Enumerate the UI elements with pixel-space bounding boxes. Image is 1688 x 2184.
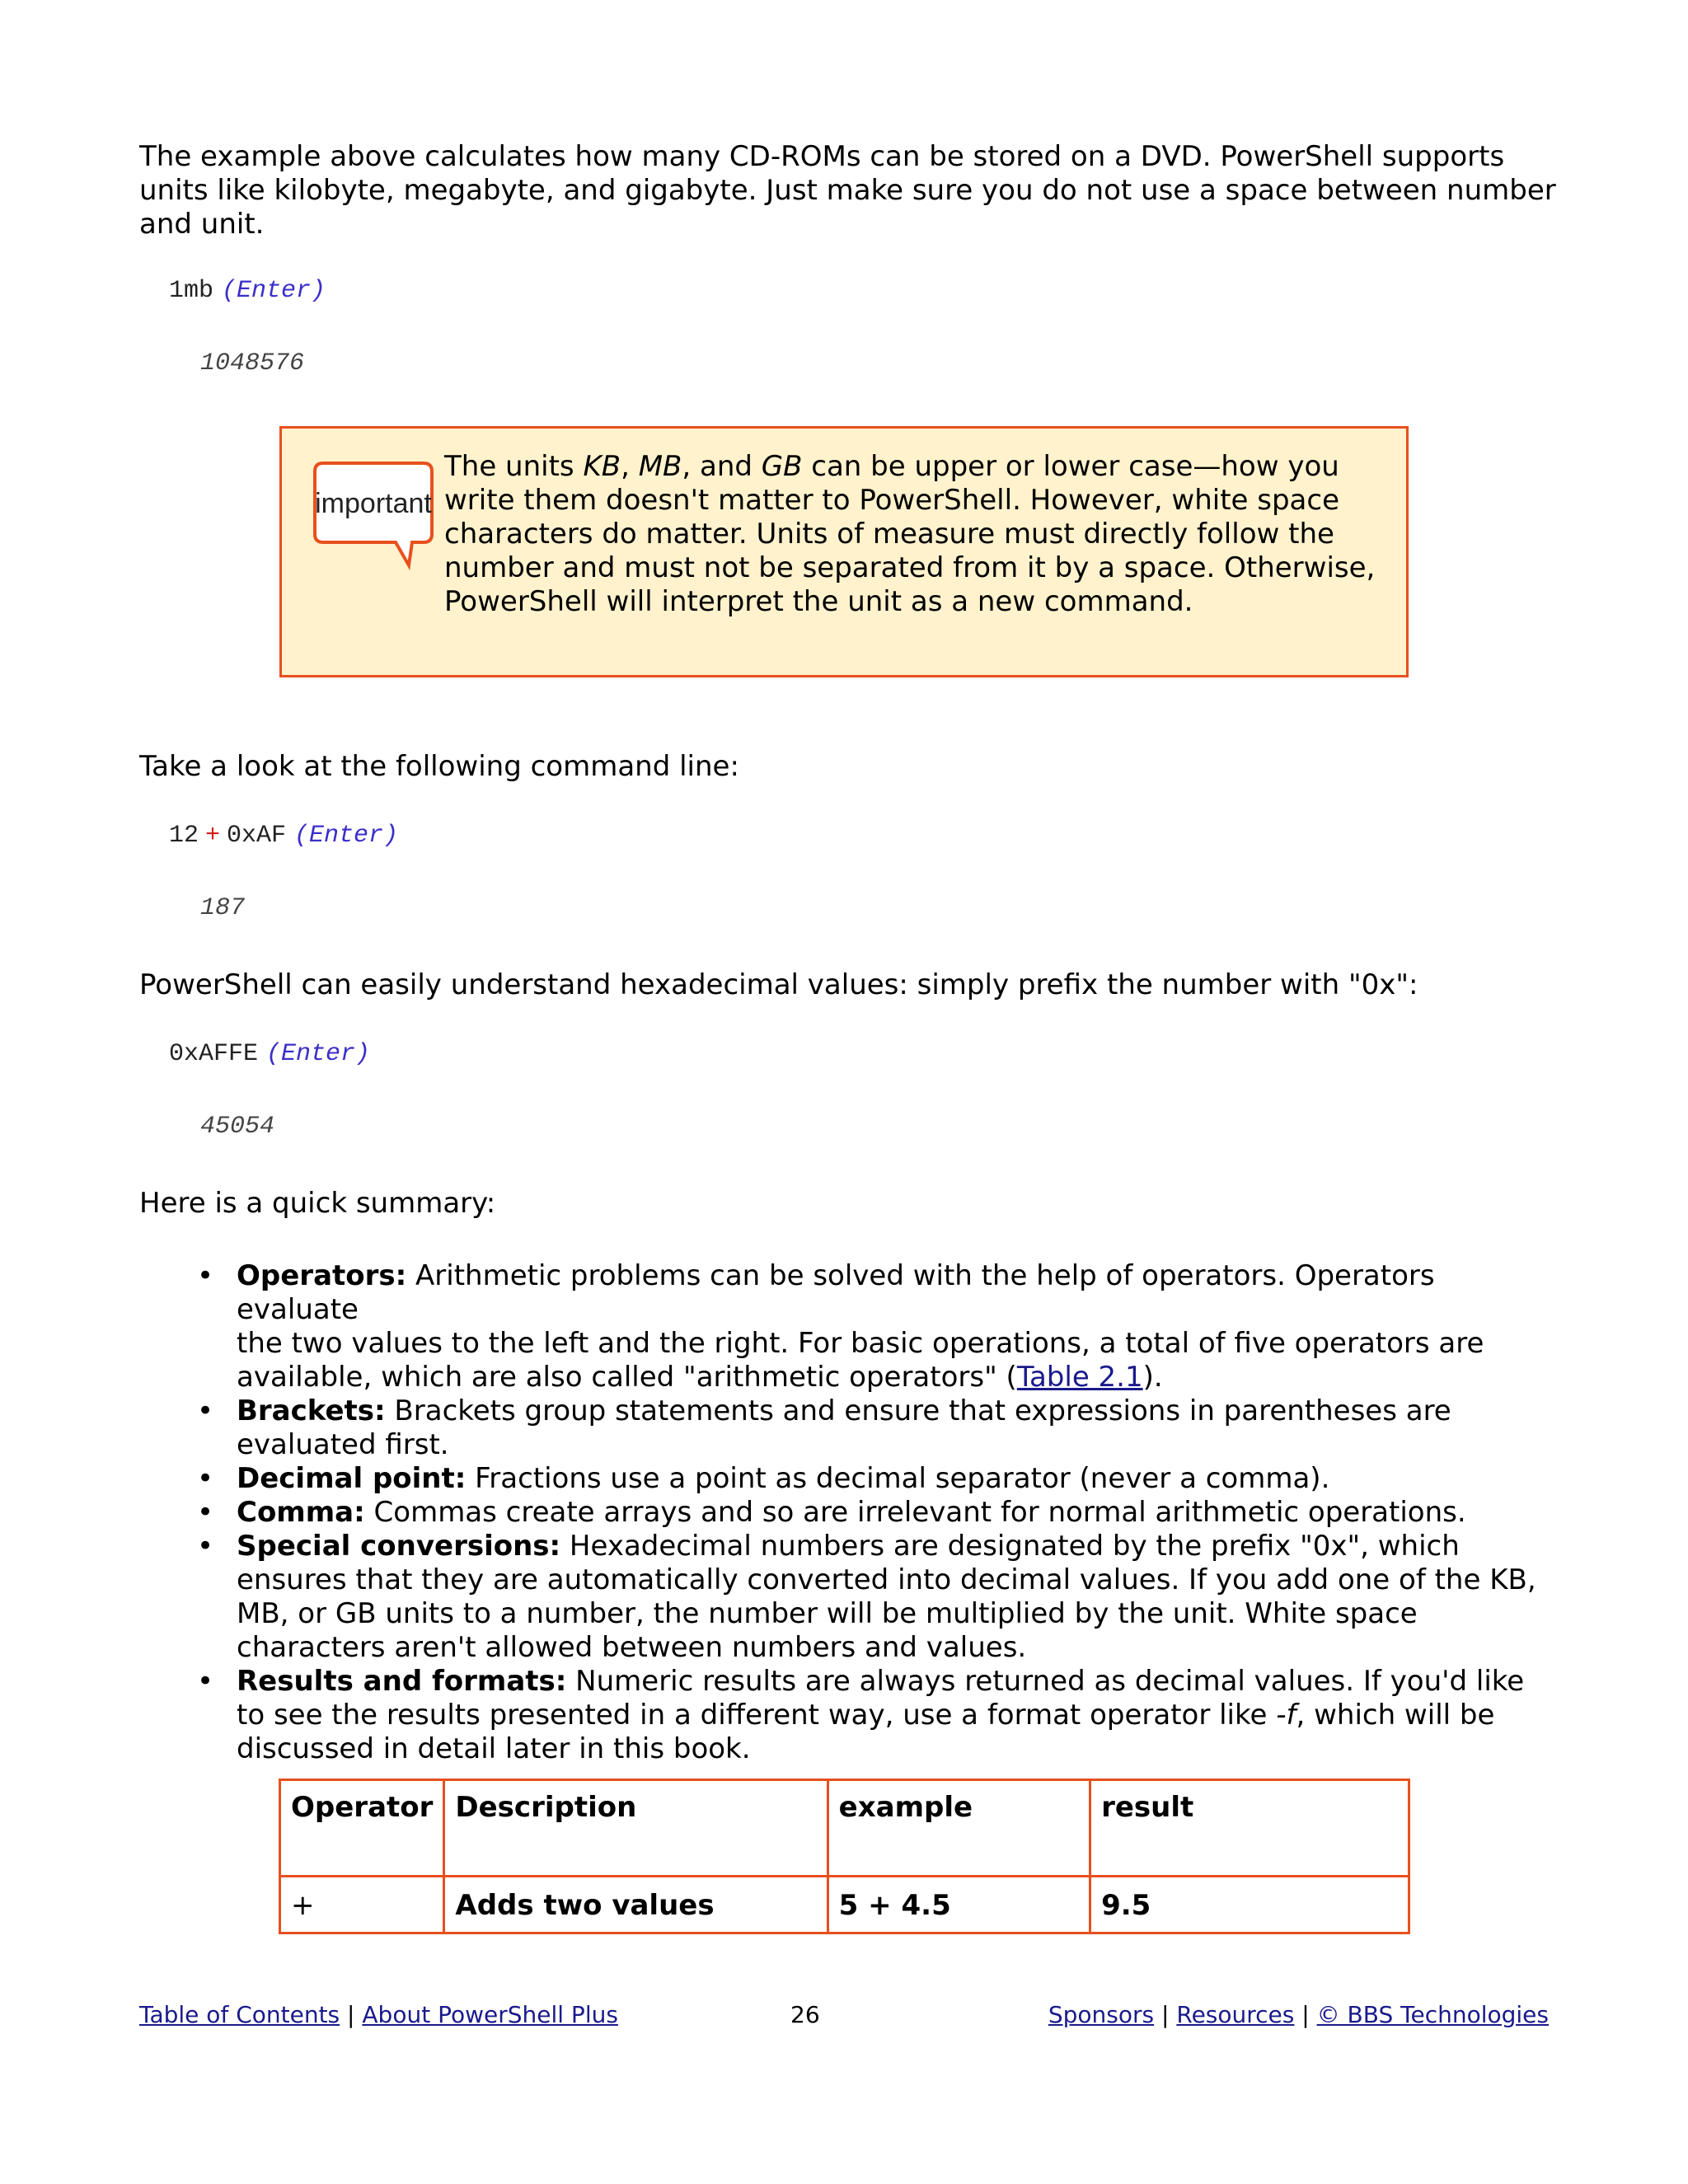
table-of-contents-link[interactable]: Table of Contents bbox=[139, 2001, 340, 2028]
code-text: 0xAF bbox=[227, 822, 287, 850]
hex-paragraph: PowerShell can easily understand hexadecimal values: simply prefix the number with "0x": bbox=[139, 968, 1418, 1001]
table-cell: 5 + 4.5 bbox=[828, 1877, 1090, 1933]
badge-label: important bbox=[315, 488, 432, 519]
table-2-1-link[interactable]: Table 2.1 bbox=[1016, 1361, 1143, 1394]
table-header-cell: Description bbox=[444, 1780, 828, 1877]
bullet-icon: • bbox=[197, 1259, 214, 1292]
table-header-cell: example bbox=[828, 1780, 1090, 1877]
important-callout bbox=[279, 426, 1409, 677]
important-line: characters do matter. Units of measure must directly follow the bbox=[444, 518, 1334, 551]
bullet-icon: • bbox=[197, 1462, 214, 1495]
operator-table bbox=[279, 1779, 1410, 1934]
list-item: • Comma: Commas create arrays and so are irrelevant for normal arithmetic operations. bbox=[197, 1496, 1466, 1529]
take-look-paragraph: Take a look at the following command line: bbox=[139, 750, 739, 783]
code-input-2 bbox=[169, 822, 398, 850]
table-header-cell: Operator bbox=[280, 1780, 444, 1877]
bullet-icon: • bbox=[197, 1496, 214, 1529]
table-cell: Adds two values bbox=[444, 1877, 828, 1933]
summary-intro: Here is a quick summary: bbox=[139, 1187, 496, 1220]
enter-keyword: (Enter) bbox=[222, 277, 326, 305]
table-header-row bbox=[280, 1780, 1409, 1877]
list-item: • Decimal point: Fractions use a point as decimal separator (never a comma). bbox=[197, 1462, 1330, 1495]
table-header-cell: result bbox=[1090, 1780, 1409, 1877]
intro-line: The example above calculates how many CD-ROMs can be stored on a DVD. PowerShell supports bbox=[139, 140, 1505, 173]
bullet-icon: • bbox=[197, 1665, 214, 1698]
code-output-3: 45054 bbox=[200, 1113, 275, 1141]
table-cell: 9.5 bbox=[1090, 1877, 1409, 1933]
enter-keyword: (Enter) bbox=[294, 822, 399, 850]
important-line: PowerShell will interpret the unit as a new command. bbox=[444, 585, 1193, 618]
code-text: 12 bbox=[169, 822, 199, 850]
code-input-1 bbox=[169, 277, 326, 305]
page-number: 26 bbox=[790, 2001, 820, 2028]
code-text: 0xAFFE bbox=[169, 1040, 259, 1068]
footer-right bbox=[1048, 2001, 1549, 2028]
list-item: • Brackets: Brackets group statements and ensure that expressions in parentheses are evaluated first. bbox=[197, 1394, 1451, 1461]
list-item: • Special conversions: Hexadecimal numbers are designated by the prefix "0x", which ensures that they are automatically converted into decimal values. If you add one of the KB, MB, or GB units to a number, the number will be multiplied by the unit. White space characters aren't allowed between numbers and values. bbox=[197, 1530, 1536, 1664]
intro-paragraph bbox=[139, 140, 1556, 241]
bullet-icon: • bbox=[197, 1530, 214, 1563]
code-output-2: 187 bbox=[200, 894, 246, 922]
code-output-1: 1048576 bbox=[200, 349, 305, 377]
list-item: • Operators: Arithmetic problems can be solved with the help of operators. Operators evaluate the two values to the left and the right. For basic operations, a total of five operators are available, which are also called "arithmetic operators" (Table 2.1). bbox=[197, 1259, 1484, 1394]
intro-line: units like kilobyte, megabyte, and gigabyte. Just make sure you do not use a space between number bbox=[139, 174, 1556, 207]
important-text bbox=[444, 450, 1384, 619]
enter-keyword: (Enter) bbox=[266, 1040, 371, 1068]
important-line: write them doesn't matter to PowerShell. However, white space bbox=[444, 484, 1340, 517]
code-text: 1mb bbox=[169, 277, 214, 305]
footer-separator: | bbox=[1301, 2001, 1310, 2028]
important-badge-icon bbox=[312, 458, 435, 574]
important-line: number and must not be separated from it by a space. Otherwise, bbox=[444, 551, 1376, 584]
intro-line: and unit. bbox=[139, 208, 265, 241]
bullet-icon: • bbox=[197, 1394, 214, 1427]
summary-list bbox=[139, 1259, 1557, 1766]
about-powershell-plus-link[interactable]: About PowerShell Plus bbox=[362, 2001, 618, 2028]
footer-separator: | bbox=[1161, 2001, 1170, 2028]
code-input-3 bbox=[169, 1040, 370, 1068]
footer-separator: | bbox=[347, 2001, 355, 2028]
footer-left bbox=[139, 2001, 618, 2028]
plus-operator: + bbox=[205, 822, 221, 850]
copyright-link[interactable]: © BBS Technologies bbox=[1316, 2001, 1549, 2028]
sponsors-link[interactable]: Sponsors bbox=[1048, 2001, 1155, 2028]
resources-link[interactable]: Resources bbox=[1176, 2001, 1295, 2028]
important-line: The units KB, MB, and GB can be upper or lower case—how you bbox=[444, 450, 1339, 483]
table-cell: + bbox=[280, 1877, 444, 1933]
table-row bbox=[280, 1877, 1409, 1933]
list-item: • Results and formats: Numeric results are always returned as decimal values. If you'd like to see the results presented in a different way, use a format operator like -f, which will be discussed in detail later in this book. bbox=[197, 1665, 1525, 1765]
